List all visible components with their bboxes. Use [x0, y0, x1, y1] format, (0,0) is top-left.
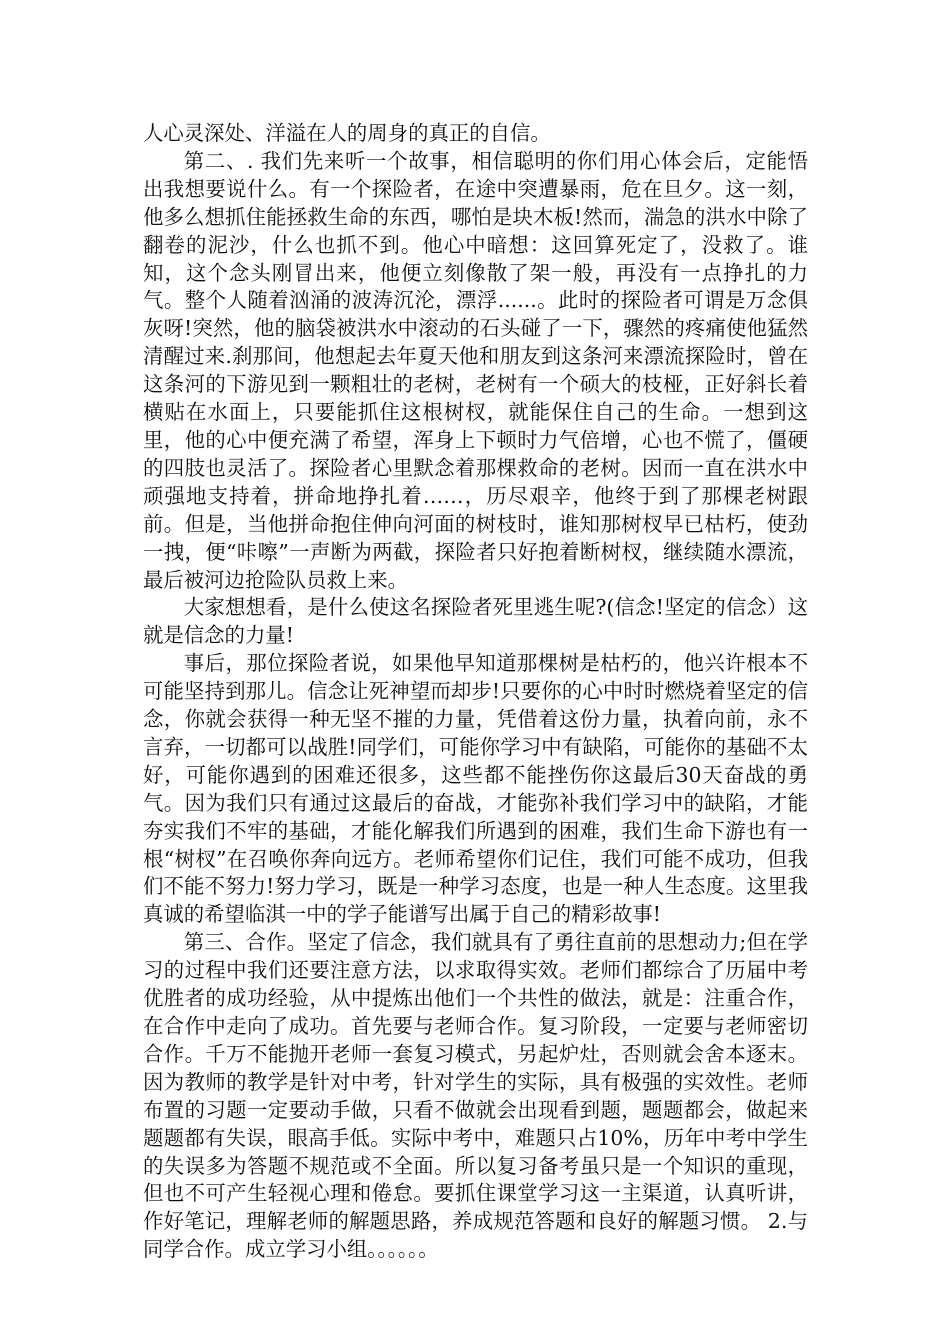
paragraph-third-point: 第三、合作。坚定了信念，我们就具有了勇往直前的思想动力;但在学习的过程中我们还要注意方法，以求取得实效。老师们都综合了历届中考优胜者的成功经验，从中提炼出他们一个共性的做法，就是：注重合作，在合作中走向了成功。首先要与老师合作。复习阶段，一定要与老师密切合作。千万不能抛开老师一套复习模式，另起炉灶，否则就会舍本逐末。因为教师的教学是针对中考，针对学生的实际，具有极强的实效性。老师布置的习题一定要动手做，只看不做就会出现看到题，题题都会，做起来题题都有失误，眼高手低。实际中考中，难题只占10%，历年中考中学生的失误多为答题不规范或不全面。所以复习备考虽只是一个知识的重现，但也不可产生轻视心理和倦怠。要抓住课堂学习这一主渠道，认真听讲，作好笔记，理解老师的解题思路，养成规范答题和良好的解题习惯。 2.与同学合作。成立学习小组。。。。。。: [143, 930, 808, 1262]
document-body: [143, 120, 808, 1264]
paragraph-continuation: 人心灵深处、洋溢在人的周身的真正的自信。: [143, 121, 551, 145]
paragraph-second-point: 第二、. 我们先来听一个故事，相信聪明的你们用心体会后，定能悟出我想要说什么。有一个探险者，在途中突遭暴雨，危在旦夕。这一刻，他多么想抓住能拯救生命的东西，哪怕是块木板!然而，湍急的洪水中除了翻卷的泥沙，什么也抓不到。他心中暗想：这回算死定了，没救了。谁知，这个念头刚冒出来，他便立刻像散了架一般，再没有一点挣扎的力气。整个人随着汹涌的波涛沉沦，漂浮......。此时的探险者可谓是万念俱灰呀!突然，他的脑袋被洪水中滚动的石头碰了一下，骤然的疼痛使他猛然清醒过来.刹那间，他想起去年夏天他和朋友到这条河来漂流探险时，曾在这条河的下游见到一颗粗壮的老树，老树有一个硕大的枝桠，正好斜长着横贴在水面上，只要能抓住这根树杈，就能保住自己的生命。一想到这里，他的心中便充满了希望，浑身上下顿时力气倍增，心也不慌了，僵硬的四肢也灵活了。探险者心里默念着那棵救命的老树。因而一直在洪水中顽强地支持着，拼命地挣扎着……，历尽艰辛，他终于到了那棵老树跟前。但是，当他拼命抱住伸向河面的树枝时，谁知那树杈早已枯朽，使劲一拽，便“咔嚓”一声断为两截，探险者只好抱着断树杈，继续随水漂流，最后被河边抢险队员救上来。: [143, 148, 808, 592]
paragraph-question: 大家想想看，是什么使这名探险者死里逃生呢?(信念!坚定的信念）这就是信念的力量!: [143, 595, 808, 648]
paragraph-belief: 事后，那位探险者说，如果他早知道那棵树是枯朽的，他兴许根本不可能坚持到那儿。信念让死神望而却步!只要你的心中时时燃烧着坚定的信念，你就会获得一种无坚不摧的力量，凭借着这份力量，执着向前，永不言弃，一切都可以战胜!同学们，可能你学习中有缺陷，可能你的基础不太好，可能你遇到的困难还很多，这些都不能挫伤你这最后30天奋战的勇气。因为我们只有通过这最后的奋战，才能弥补我们学习中的缺陷，才能夯实我们不牢的基础，才能化解我们所遇到的困难，我们生命下游也有一根“树杈”在召唤你奔向远方。老师希望你们记住，我们可能不成功，但我们不能不努力!努力学习，既是一种学习态度，也是一种人生态度。这里我真诚的希望临淇一中的学子能谱写出属于自己的精彩故事!: [143, 651, 808, 927]
